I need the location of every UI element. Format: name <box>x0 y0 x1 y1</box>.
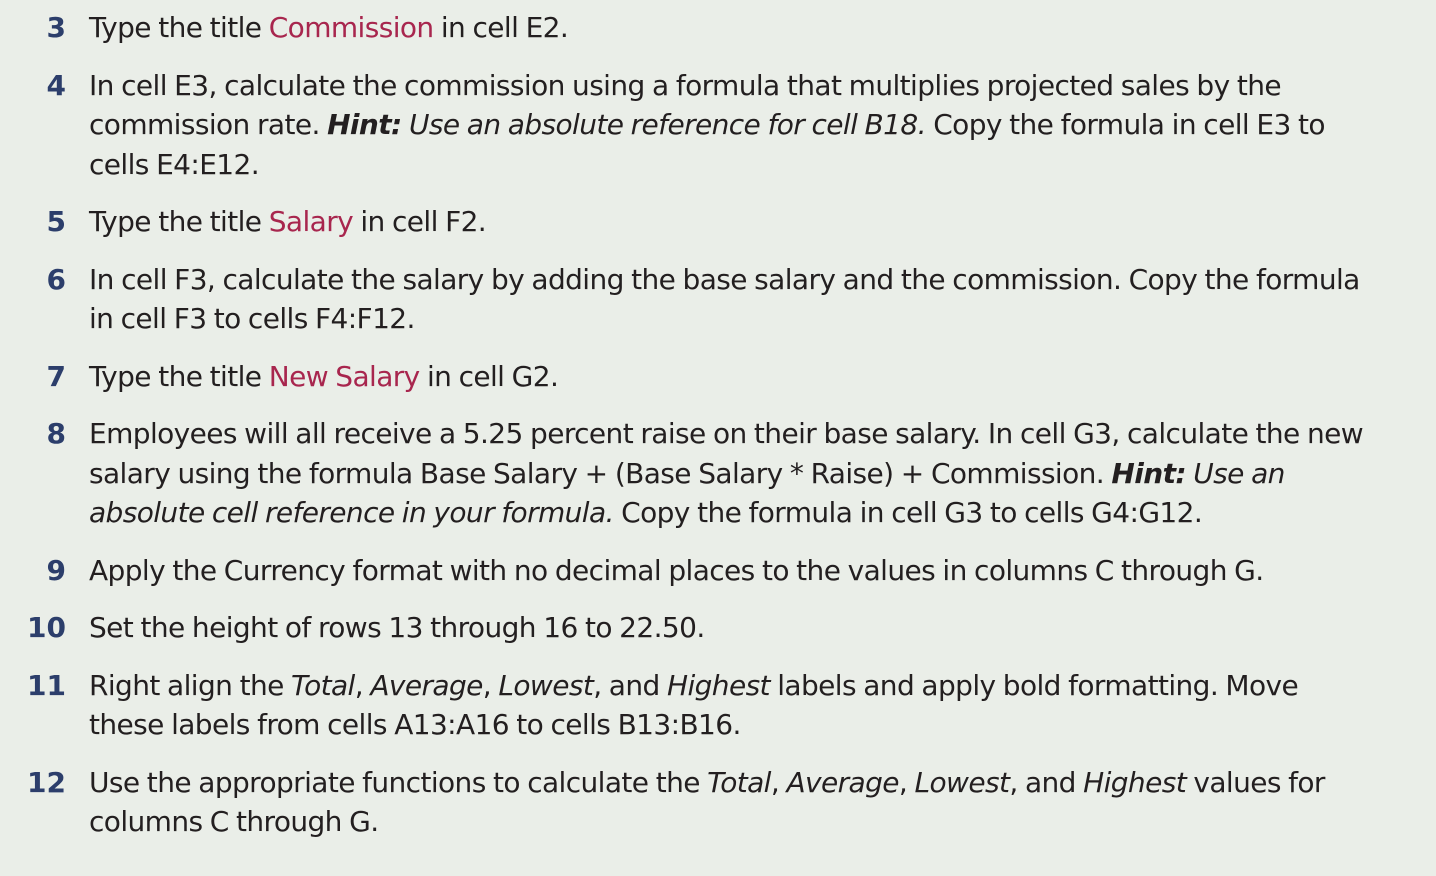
step-text <box>89 260 1364 339</box>
step-number: 3 <box>46 11 66 44</box>
step-text-run: Apply the Currency format with no decimal places to the values in columns C through G. <box>89 553 1264 587</box>
step-number: 5 <box>46 205 66 238</box>
step-text <box>89 763 1364 842</box>
step-text-run: Copy the formula in cell E3 to cells E4:E12. <box>89 108 1325 181</box>
step-number: 12 <box>27 765 66 799</box>
step-text-run: in cell G2. <box>419 359 559 393</box>
emphasis-text: Total <box>707 765 771 799</box>
step-number: 10 <box>27 611 66 644</box>
step-text <box>89 666 1364 745</box>
step-text-run: Type the title <box>89 359 269 393</box>
steps-list <box>0 8 1436 842</box>
step-text-run: Set the height of rows 13 through 16 to 22.50. <box>89 611 705 644</box>
step-text-run: Right align the <box>89 668 292 702</box>
step-item <box>0 666 1436 745</box>
step-text <box>89 357 1364 397</box>
step-text-run: Type the title <box>89 11 269 44</box>
step-number: 9 <box>46 553 66 587</box>
step-text-run: , <box>898 765 915 799</box>
step-number: 6 <box>46 262 66 296</box>
emphasis-text: Highest <box>1083 765 1187 799</box>
step-text-run: , and <box>1009 765 1084 799</box>
emphasis-text: Average <box>370 668 483 702</box>
step-text-run: Copy the formula in cell G3 to cells G4:G12. <box>613 496 1203 529</box>
highlighted-term: New Salary <box>268 359 420 393</box>
emphasis-text: Lowest <box>914 765 1010 799</box>
step-number: 11 <box>27 668 66 702</box>
hint-label: Hint: <box>327 108 402 141</box>
step-text <box>89 202 1364 242</box>
step-text-run: Use the appropriate functions to calculate the <box>89 765 708 799</box>
step-text-run: , <box>482 668 499 702</box>
step-text-run: values for columns C through G. <box>89 765 1325 838</box>
step-item <box>0 260 1436 339</box>
step-number: 8 <box>46 417 66 450</box>
step-item <box>0 357 1436 397</box>
emphasis-text: Lowest <box>498 668 594 702</box>
step-number: 4 <box>46 68 66 102</box>
step-item <box>0 202 1436 242</box>
step-text-run: in cell F2. <box>353 205 487 238</box>
step-text-run <box>402 108 409 141</box>
step-item <box>0 66 1436 185</box>
step-item <box>0 763 1436 842</box>
step-text <box>89 551 1364 591</box>
step-text-run: , <box>354 668 371 702</box>
step-text-run: , and <box>593 668 667 702</box>
step-item <box>0 608 1436 648</box>
step-number: 7 <box>46 359 66 393</box>
step-text-run: labels and apply bold formatting. Move these labels from cells A13:A16 to cells B13:B16. <box>89 668 1299 741</box>
step-text-run: , <box>770 765 787 799</box>
emphasis-text: Total <box>291 668 355 702</box>
step-text-run: Employees will all receive a 5.25 percent raise on their base salary. In cell G3, calculate the new salary using the formula Base Salary + (Base Salary * Raise) + Commission. <box>89 417 1364 490</box>
hint-label: Hint: <box>1111 456 1186 490</box>
step-text <box>89 414 1364 533</box>
emphasis-text: Highest <box>666 668 770 702</box>
step-text-run: In cell E3, calculate the commission using a formula that multiplies projected sales by the commission rate. <box>89 68 1281 141</box>
step-text-run: In cell F3, calculate the salary by adding the base salary and the commission. Copy the formula in cell F3 to cells F4:F12. <box>89 262 1360 335</box>
highlighted-term: Salary <box>268 205 354 238</box>
step-item <box>0 8 1436 48</box>
step-text <box>89 608 1364 648</box>
emphasis-text: Average <box>786 765 899 799</box>
emphasis-text: Use an absolute reference for cell B18. <box>408 108 926 141</box>
step-text <box>89 66 1364 185</box>
emphasis-text: Use an absolute cell reference in your formula. <box>89 456 1285 529</box>
step-text <box>89 8 1364 48</box>
step-item <box>0 551 1436 591</box>
highlighted-term: Commission <box>268 11 434 44</box>
step-text-run: in cell E2. <box>433 11 569 44</box>
step-item <box>0 414 1436 533</box>
step-text-run: Type the title <box>89 205 269 238</box>
